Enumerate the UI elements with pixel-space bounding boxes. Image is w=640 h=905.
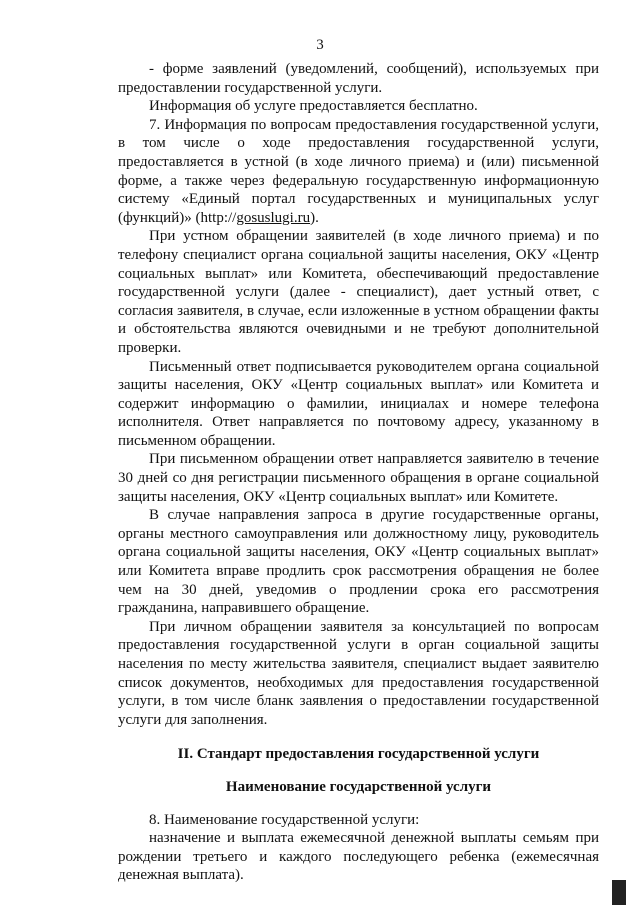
document-body	[118, 60, 599, 885]
section-heading: II. Стандарт предоставления государственной услуги	[177, 746, 540, 763]
paragraph-response-term: При письменном обращении ответ направляется заявителю в течение 30 дней со дня регистрации письменного обращения в органе социальной защиты населения, ОКУ «Центр социальных выплат» или Комитете.	[118, 451, 599, 505]
paragraph-term-extension: В случае направления запроса в другие государственные органы, органы местного самоуправления или должностному лицу, руководитель органа социальной защиты населения, ОКУ «Центр социальных выплат» или Комитета вправе продлить срок рассмотрения обращения не более чем на 30 дней, уведомив о продлении срока его рассмотрения гражданина, направившего обращение.	[118, 507, 599, 617]
paragraph-personal-visit: При личном обращении заявителя за консультацией по вопросам предоставления государственной услуги в орган социальной защиты населения по месту жительства заявителя, специалист выдает заявителю список документов, необходимых для предоставления государственной услуги, в том числе бланк заявления о предоставлении государственной услуги для заполнения.	[118, 618, 599, 728]
paragraph-item-8-title: 8. Наименование государственной услуги:	[149, 811, 420, 828]
gosuslugi-link[interactable]: gosuslugi.ru	[236, 209, 311, 226]
scan-edge-mark	[612, 880, 626, 905]
paragraph-item-8-text: назначение и выплата ежемесячной денежной выплаты семьям при рождении третьего и каждого последующего ребенка (ежемесячная денежная выплата).	[118, 830, 599, 884]
paragraph-forms: - форме заявлений (уведомлений, сообщений), используемых при предоставлении государственной услуги.	[118, 61, 599, 96]
paragraph-free-info: Информация об услуге предоставляется бесплатно.	[149, 98, 478, 115]
item-7-text: 7. Информация по вопросам предоставления государственной услуги, в том числе о ходе предоставления государственной услуги, предоставляется в устной (в ходе личного приема) и (или) письменной форме, а также через федеральную государственную информационную систему «Единый портал государственных и муниципальных услуг (функций)» (http://	[118, 116, 599, 226]
subsection-heading: Наименование государственной услуги	[225, 778, 492, 795]
paragraph-oral-request: При устном обращении заявителей (в ходе личного приема) и по телефону специалист органа социальной защиты населения, ОКУ «Центр социальных выплат» или Комитета, обеспечивающий предоставление государственной услуги (далее - специалист), дает устный ответ, с согласия заявителя, в случае, если изложенные в устном обращении факты и обстоятельства являются очевидными и не требуют дополнительной проверки.	[118, 228, 599, 356]
paragraph-written-answer: Письменный ответ подписывается руководителем органа социальной защиты населения, ОКУ «Центр социальных выплат» или Комитета и содержит информацию о фамилии, инициалах и номере телефона исполнителя. Ответ направляется по почтовому адресу, указанному в письменном обращении.	[118, 358, 599, 449]
paragraph-item-7	[118, 116, 599, 228]
page-number: 3	[316, 37, 324, 53]
item-7-end: ).	[310, 209, 319, 226]
